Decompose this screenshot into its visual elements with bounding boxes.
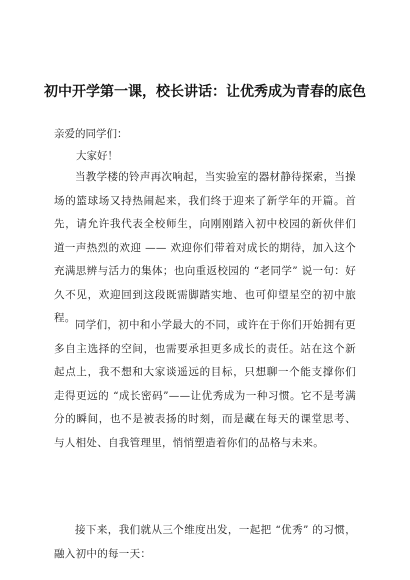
document-title: 初中开学第一课，校长讲话：让优秀成为青春的底色 [44, 84, 366, 100]
paragraph-welcome: 当教学楼的铃声再次响起，当实验室的器材静待探索，当操场的篮球场又持热闹起来，我们终于迎来了新学年的开篇。首先，请允许我代表全校师生，向刚刚踏入初中校园的新伙伴们道一声热烈的欢迎 —— 欢迎你们带着对成长的期待，加入这个充满思辨与活力的集体；也向重返校园的 “老同学” 说一句：好久不见，欢迎回到这段既需脚踏实地、也可仰望星空的初中旅程。 [54, 171, 356, 324]
paragraph-dimensions: 接下来，我们就从三个维度出发，一起把 “优秀” 的习惯，融入初中的每一天： [54, 524, 356, 560]
greeting: 大家好！ [76, 150, 118, 162]
salutation: 亲爱的同学们： [54, 128, 128, 140]
paragraph-growth: 同学们，初中和小学最大的不同，或许在于你们开始拥有更多自主选择的空间，也需要承担更多成长的责任。站在这个新起点上，我不想和大家谈遥远的目标，只想聊一个能支撑你们走得更远的 “成长密码”——让优秀成为一种习惯。它不是考满分的瞬间，也不是被表扬的时刻，而是藏在每天的课堂思考、与人相处、自我管理里，悄悄塑造着你们的品格与未来。 [54, 319, 356, 449]
